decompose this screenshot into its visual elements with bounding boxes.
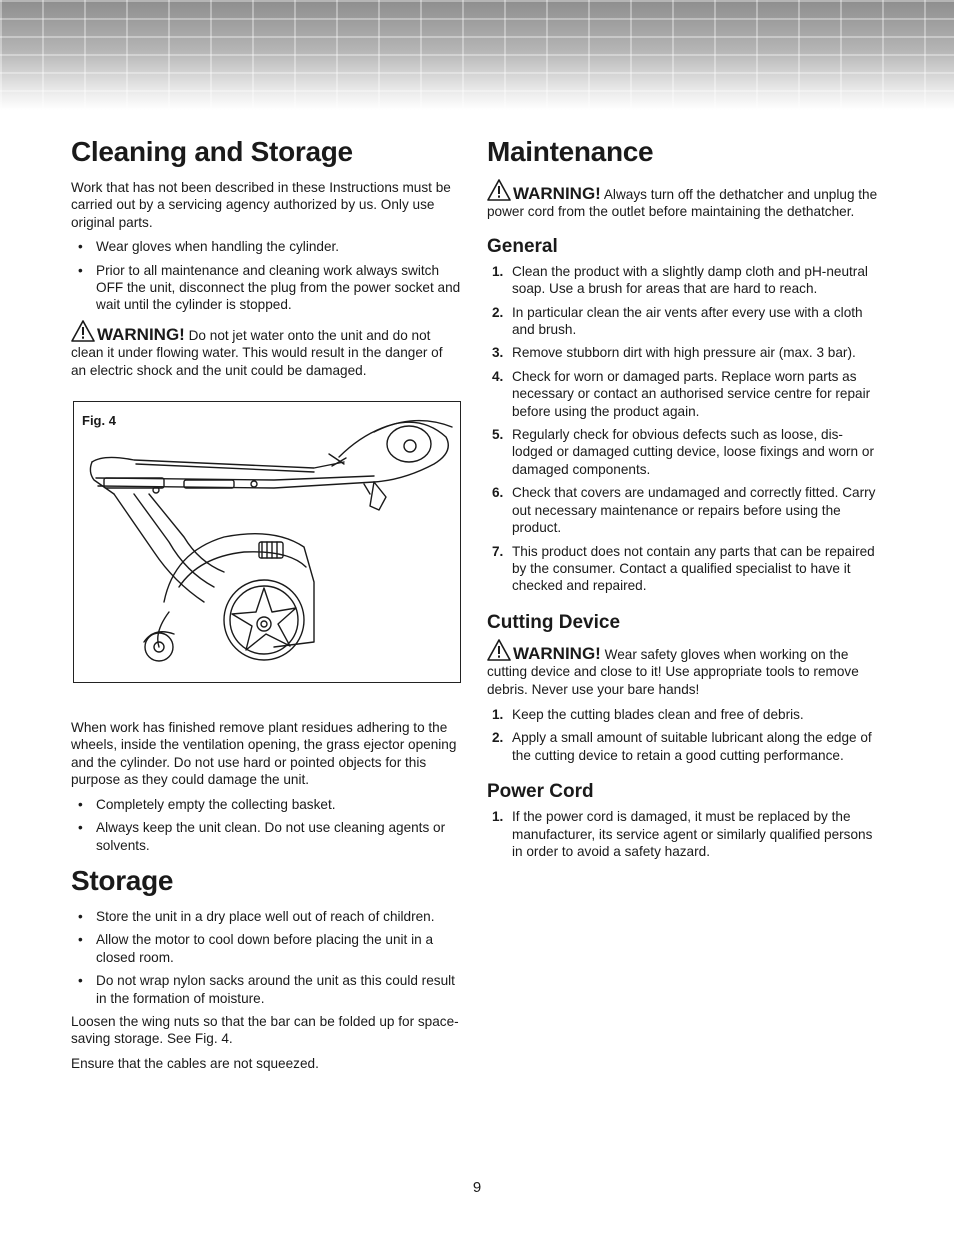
warning-text: Wear safety gloves when working on the cutting device and close to it! Use appropriate tools to remove debris. Never use your bare hands! <box>487 646 859 697</box>
after-use-bullets <box>71 796 461 854</box>
list-item: • Always keep the unit clean. Do not use cleaning agents or solvents. <box>71 819 461 854</box>
cleaning-intro: Work that has not been described in these Instructions must be carried out by a servicing agency authorized by us. Only use original parts. <box>71 180 451 230</box>
list-item: 5. Regularly check for obvious defects such as loose, dis-lodged or damaged cutting device, loose fixings and worn or damaged components. <box>492 427 874 477</box>
cutting-warning <box>487 639 882 698</box>
list-item: 1. If the power cord is damaged, it must be replaced by the manufacturer, its service agent or similarly qualified persons in order to avoid a safety hazard. <box>492 809 873 859</box>
power-cord-list <box>487 808 882 860</box>
cutting-device-title: Cutting Device <box>487 611 621 633</box>
warning-triangle-icon <box>487 179 511 201</box>
list-item: 1. Clean the product with a slightly damp cloth and pH-neutral soap. Use a brush for areas that are hard to reach. <box>492 263 868 297</box>
general-list <box>487 263 882 595</box>
figure-4 <box>73 401 461 683</box>
list-item: • Store the unit in a dry place well out of reach of children. <box>71 908 461 925</box>
list-item: • Completely empty the collecting basket. <box>71 796 461 813</box>
list-item: • Wear gloves when handling the cylinder. <box>71 238 461 255</box>
cleaning-bullets <box>71 238 461 314</box>
warning-text: Always turn off the dethatcher and unplug the power cord from the outlet before maintaining the dethatcher. <box>487 187 878 220</box>
list-item: 3. Remove stubborn dirt with high pressure air (max. 3 bar). <box>492 345 856 361</box>
list-item: • Do not wrap nylon sacks around the unit as this could result in the formation of moisture. <box>71 972 461 1007</box>
warning-text: Do not jet water onto the unit and do not clean it under flowing water. This would result in the danger of an electric shock and the unit could be damaged. <box>71 327 443 378</box>
list-item: 6. Check that covers are undamaged and correctly fitted. Carry out necessary maintenance or repairs before using the product. <box>492 485 876 536</box>
warning-triangle-icon <box>487 639 511 661</box>
warning-label: WARNING! <box>513 643 601 663</box>
cleaning-warning <box>71 320 461 379</box>
warning-triangle-icon <box>71 320 95 342</box>
right-column <box>487 135 882 866</box>
maintenance-title: Maintenance <box>487 136 654 167</box>
list-item: • Prior to all maintenance and cleaning work always switch OFF the unit, disconnect the plug from the power socket and wait until the cylinder is stopped. <box>71 262 461 314</box>
storage-bullets <box>71 908 461 1007</box>
list-item: • Allow the motor to cool down before placing the unit in a closed room. <box>71 931 461 966</box>
figure-label: Fig. 4 <box>82 413 116 429</box>
warning-label: WARNING! <box>97 324 185 344</box>
warning-label: WARNING! <box>513 184 601 203</box>
header-banner <box>0 0 954 110</box>
list-item: 1. Keep the cutting blades clean and free of debris. <box>492 706 804 722</box>
cutting-list <box>487 706 882 764</box>
storage-para-1: Loosen the wing nuts so that the bar can be folded up for space-saving storage. See Fig. 4. <box>71 1013 459 1047</box>
list-item: 4. Check for worn or damaged parts. Replace worn parts as necessary or contact an authorised service centre for repair before using the product again. <box>492 368 871 419</box>
page-number: 9 <box>472 1179 482 1196</box>
cleaning-title: Cleaning and Storage <box>71 136 353 167</box>
dethatcher-illustration <box>74 402 460 682</box>
general-title: General <box>487 235 558 257</box>
power-cord-title: Power Cord <box>487 781 594 803</box>
storage-para-2: Ensure that the cables are not squeezed. <box>71 1055 319 1071</box>
storage-title: Storage <box>71 864 174 896</box>
list-item: 2. In particular clean the air vents after every use with a cloth and brush. <box>492 304 863 338</box>
maintenance-warning <box>487 179 882 221</box>
list-item: 2. Apply a small amount of suitable lubricant along the edge of the cutting device to retain a good cutting performance. <box>492 730 872 763</box>
list-item: 7. This product does not contain any parts that can be repaired by the consumer. Contact a qualified specialist to have it checked and repaired. <box>492 543 875 594</box>
after-use-text: When work has finished remove plant residues adhering to the wheels, inside the ventilation opening, the grass ejector opening and the cylinder. Do not use hard or pointed objects for this purpose as they could damage the unit. <box>71 720 457 788</box>
left-column <box>71 135 461 1079</box>
